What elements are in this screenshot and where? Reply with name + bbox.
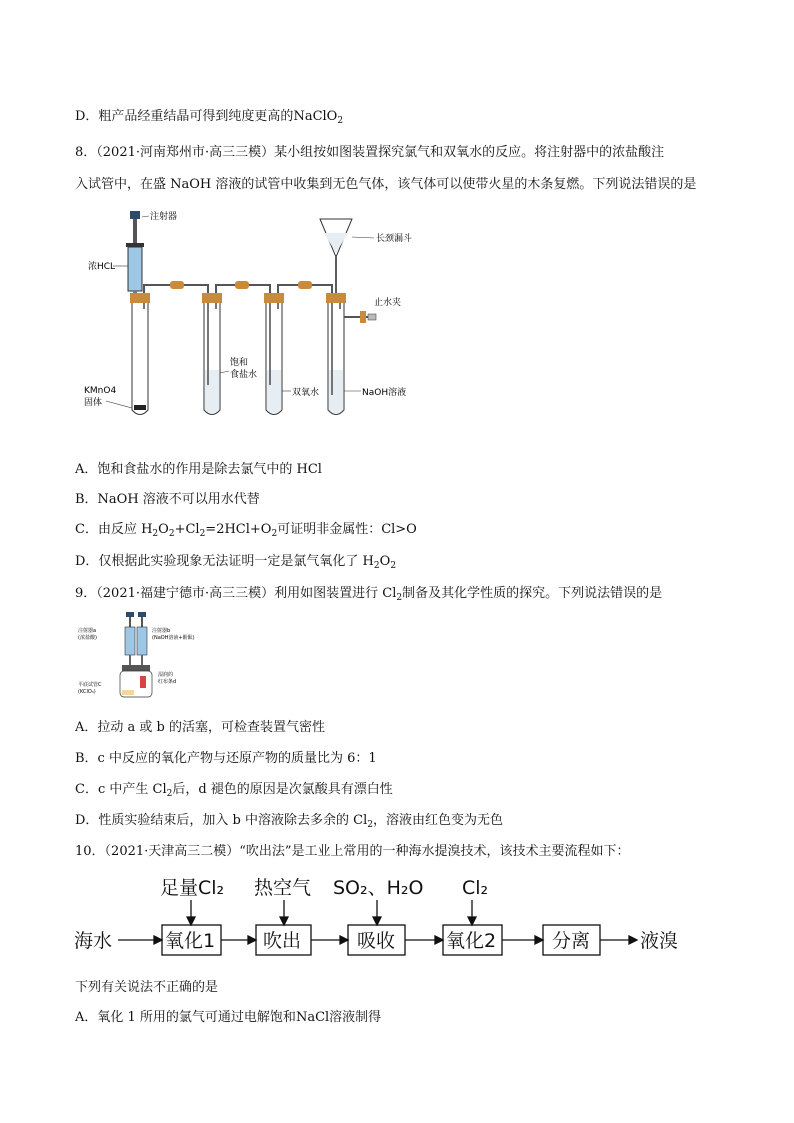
q8-apparatus-figure [80, 205, 413, 425]
flow-step-oxidation2: 氧化2 [446, 930, 497, 952]
flow-input-cl2-excess: 足量Cl₂ [160, 877, 225, 899]
tube-kmno4 [132, 301, 148, 415]
label-brine-2: 食盐水 [230, 370, 258, 380]
flow-step-blowout: 吹出 [263, 930, 302, 952]
q10-flow-diagram [74, 872, 714, 962]
flow-input-so2-h2o: SO₂、H₂O [333, 877, 424, 899]
q8-option-d: D．仅根据此实验现象无法证明一定是氯气氧化了 $H_2O_2$ [75, 554, 397, 571]
flow-step-oxidation1: 氧化1 [165, 930, 216, 952]
q9-option-c: C．c 中产生 $Cl_2$后，d 褪色的原因是次氯酸具有漂白性 [75, 782, 393, 799]
syringe [126, 211, 144, 301]
q9-apparatus-figure [78, 610, 208, 702]
q10-prompt: 下列有关说法不正确的是 [75, 980, 219, 995]
label-syringe-a: 注射器a [78, 628, 97, 634]
q8-option-c: C．由反应 $H_2O_2+Cl_2=2HCl+O_2$可证明非金属性：Cl>O [75, 522, 417, 539]
q9-option-d: D．性质实验结束后，加入 b 中溶液除去多余的 $Cl_2$，溶液由红色变为无色 [75, 813, 503, 830]
flow-input-cl2: Cl₂ [462, 877, 489, 899]
flow-step-separation: 分离 [552, 930, 591, 952]
syringe-b [137, 612, 147, 667]
label-funnel: 长颈漏斗 [376, 234, 413, 244]
label-h2o2: 双氧水 [292, 388, 320, 398]
flow-end-liquid-bromine: 液溴 [640, 930, 679, 952]
label-clamp: 止水夹 [374, 298, 402, 308]
q10-stem: 10．（2021·天津高三二模）“吹出法”是工业上常用的一种海水提溴技术，该技术主要流程如下： [75, 844, 630, 859]
label-syringe: 注射器 [150, 212, 178, 222]
q8-stem-line1: 8．（2021·河南郑州市·高三三模）某小组按如图装置探究氯气和双氧水的反应。将注射器中的浓盐酸注 [75, 145, 665, 160]
flow-step-absorption: 吸收 [357, 930, 396, 952]
label-syringe-a-content: (浓盐酸) [78, 635, 97, 641]
q8-option-a: A．饱和食盐水的作用是除去氯气中的 HCl [75, 462, 322, 477]
label-brine: 饱和 [230, 358, 249, 368]
flow-start-seawater: 海水 [74, 930, 113, 952]
q10-option-a: A．氧化 1 所用的氯气可通过电解饱和NaCl溶液制得 [75, 1010, 382, 1025]
flow-input-hot-air: 热空气 [254, 877, 312, 899]
syringe-a [125, 612, 135, 667]
label-syringe-b-content: (NaOH溶液+酚酞) [152, 635, 195, 641]
label-conc-hcl: 浓HCL [88, 262, 116, 272]
q9-stem: 9．（2021·福建宁德市·高三三模）利用如图装置进行 $Cl_2$制备及其化学性质的探究。下列说法错误的是 [75, 586, 663, 603]
q8-option-b: B．NaOH 溶液不可以用水代替 [75, 492, 260, 507]
label-tube-c-content: (KClO₃) [78, 689, 96, 695]
label-kmno4-solid: 固体 [84, 398, 103, 408]
q7-option-d: D．粗产品经重结晶可得到纯度更高的NaClO$_2$ [75, 109, 344, 126]
q9-option-b: B．c 中反应的氧化产物与还原产物的质量比为 6：1 [75, 751, 377, 766]
label-kmno4: KMnO4 [84, 386, 117, 396]
q8-stem-line2: 入试管中，在盛 NaOH 溶液的试管中收集到无色气体，该气体可以使带火星的木条复燃。下列说法错误的是 [75, 177, 697, 192]
label-naoh: NaOH溶液 [362, 388, 407, 398]
label-syringe-b: 注射器b [152, 628, 171, 634]
label-paper-d-2: 红布条d [158, 679, 177, 685]
label-tube-c: 平底试管C [78, 682, 102, 688]
label-paper-d: 湿润的 [158, 672, 174, 678]
q9-option-a: A．拉动 a 或 b 的活塞，可检查装置气密性 [75, 720, 325, 735]
